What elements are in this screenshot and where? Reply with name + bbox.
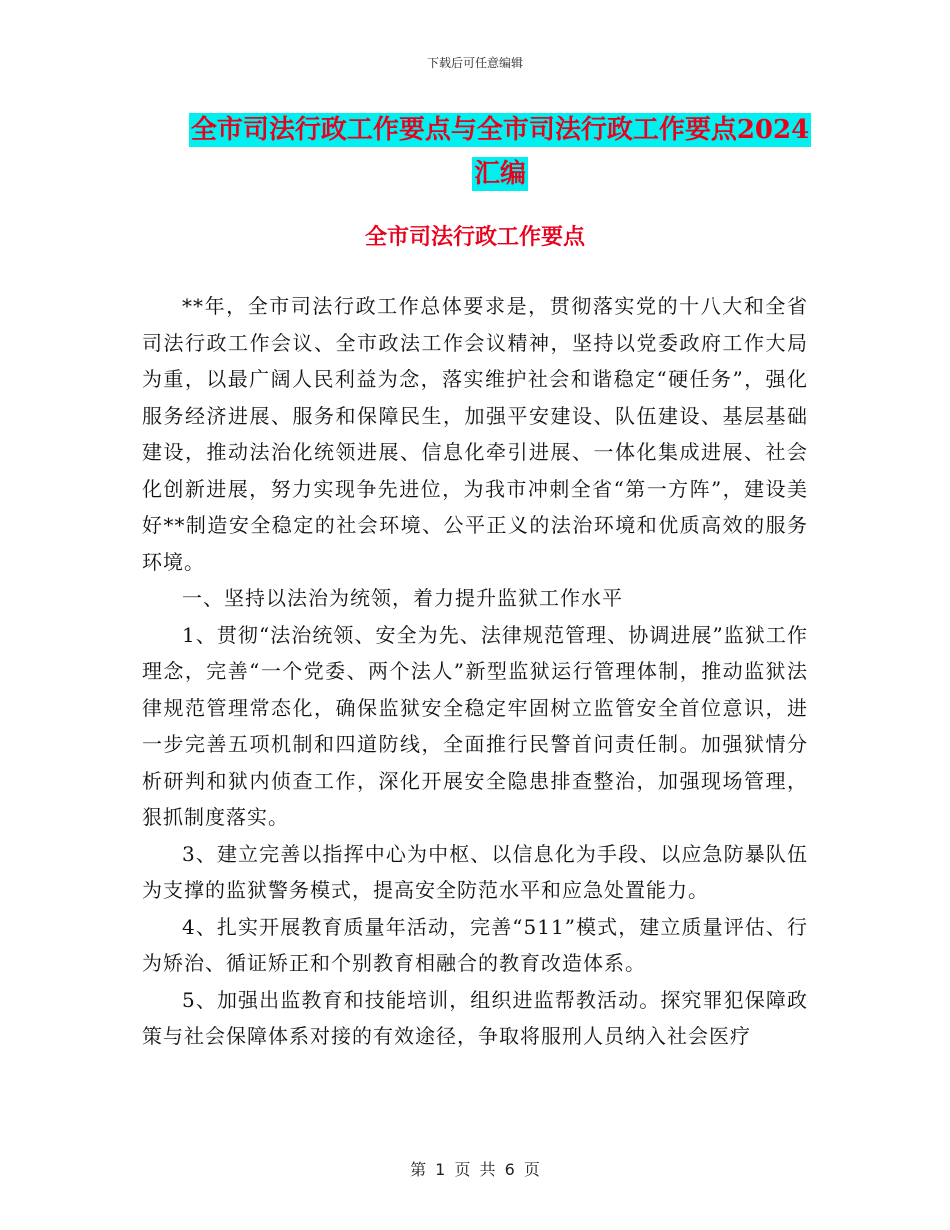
- page-header: 下载后可任意编辑: [426, 56, 523, 70]
- paragraph-intro: **年，全市司法行政工作总体要求是，贯彻落实党的十八大和全省司法行政工作会议、全市政法工作会议精神，坚持以党委政府工作大局为重，以最广阔人民利益为念，落实维护社会和谐稳定“硬任务”，强化服务经济进展、服务和保障民生，加强平安建设、队伍建设、基层基础建设，推动法治化统领进展、信息化牵引进展、一体化集成进展、社会化创新进展，努力实现争先进位，为我市冲刺全省“第一方阵”，建设美好**制造安全稳定的社会环境、公平正义的法治环境和优质高效的服务环境。: [142, 294, 808, 574]
- paragraph-heading-1: 一、坚持以法治为统领，着力提升监狱工作水平: [182, 586, 623, 610]
- document-title-line1: 全市司法行政工作要点与全市司法行政工作要点2024: [190, 115, 810, 145]
- paragraph-item-3: 3、建立完善以指挥中心为中枢、以信息化为手段、以应急防暴队伍为支撑的监狱警务模式，提高安全防范水平和应急处置能力。: [142, 841, 808, 902]
- paragraph-item-5: 5、加强出监教育和技能培训，组织进监帮教活动。探究罪犯保障政策与社会保障体系对接的有效途径，争取将服刑人员纳入社会医疗: [142, 987, 808, 1048]
- paragraph-item-1: 1、贯彻“法治统领、安全为先、法律规范管理、协调进展”监狱工作理念，完善“一个党委、两个法人”新型监狱运行管理体制，推动监狱法律规范管理常态化，确保监狱安全稳定牢固树立监管安全首位意识，进一步完善五项机制和四道防线，全面推行民警首问责任制。加强狱情分析研判和狱内侦查工作，深化开展安全隐患排查整治，加强现场管理，狠抓制度落实。: [142, 622, 808, 829]
- document-title-line2: 汇编: [473, 159, 526, 189]
- paragraph-item-4: 4、扎实开展教育质量年活动，完善“511”模式，建立质量评估、行为矫治、循证矫正和个别教育相融合的教育改造体系。: [142, 914, 808, 975]
- page-footer: 第 1 页 共 6 页: [410, 1160, 540, 1179]
- body-text: [142, 288, 808, 1055]
- section-title: 全市司法行政工作要点: [364, 224, 585, 250]
- document-title: [140, 108, 860, 196]
